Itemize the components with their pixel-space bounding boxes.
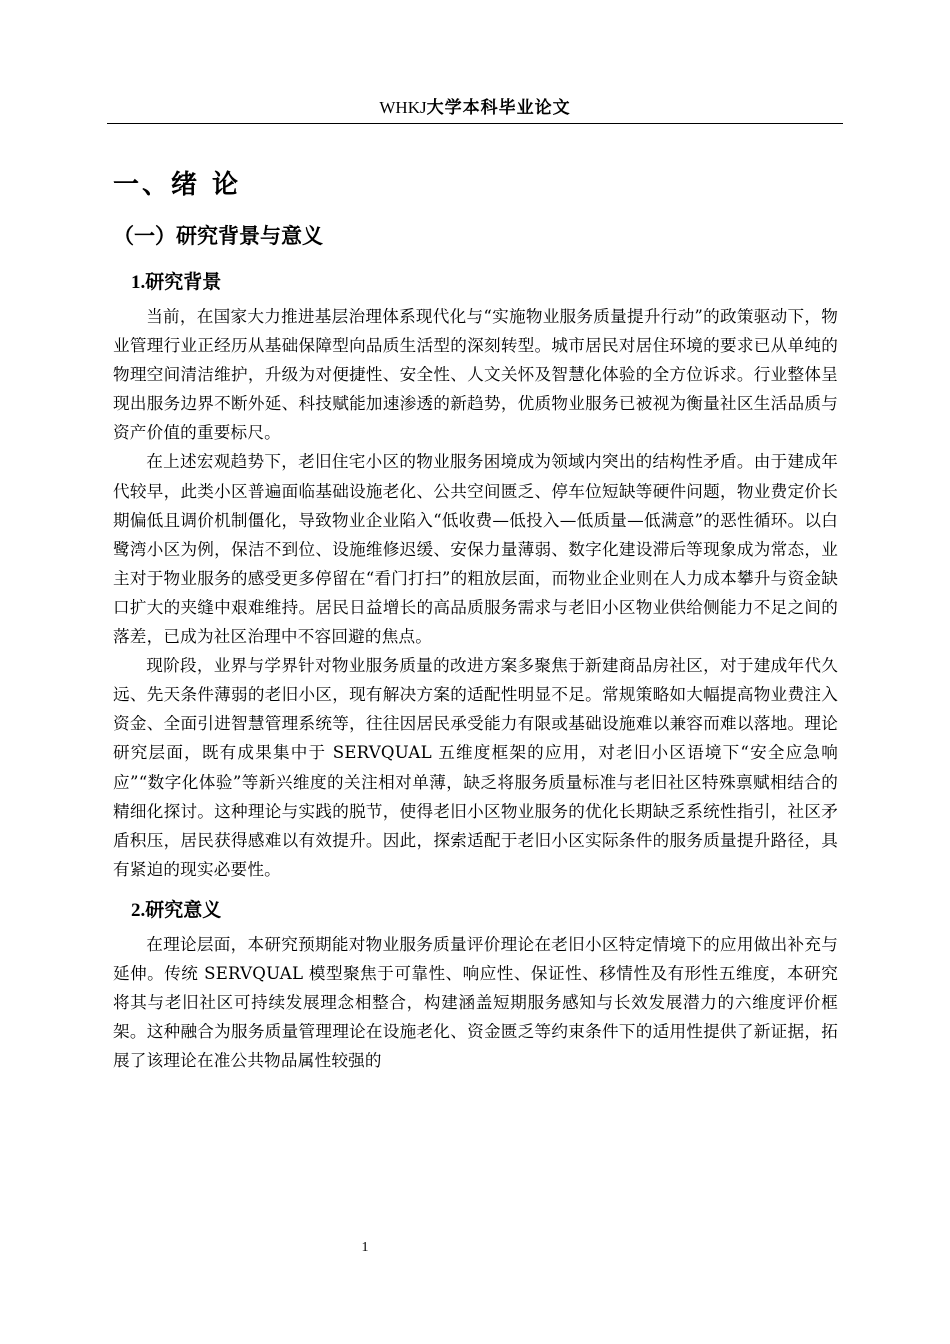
page-body: [113, 160, 838, 1075]
subsection-number: 2.: [131, 899, 146, 921]
subsection-number: 1.: [131, 272, 146, 293]
subsection-heading-significance: [131, 890, 838, 930]
section-title: （一）研究背景与意义: [113, 224, 323, 248]
subsection-title: 研究意义: [145, 898, 222, 921]
chapter-title: 一、绪 论: [113, 170, 242, 200]
page-number: 1: [361, 1240, 369, 1255]
body-paragraph: 现阶段，业界与学界针对物业服务质量的改进方案多聚焦于新建商品房社区，对于建成年代久远、先天条件薄弱的老旧小区，现有解决方案的适配性明显不足。常规策略如大幅提高物业费注入资金、全面引进智慧管理系统等，往往因居民承受能力有限或基础设施难以兼容而难以落地。理论研究层面，既有成果集中于 SERVQUAL 五维度框架的应用，对老旧小区语境下“安全应急响应”“数字化体验”等新兴维度的关注相对单薄，缺乏将服务质量标准与老旧社区特殊禀赋相结合的精细化探讨。这种理论与实践的脱节，使得老旧小区物业服务的优化长期缺乏系统性指引，社区矛盾积压，居民获得感难以有效提升。因此，探索适配于老旧小区实际条件的服务质量提升路径，具有紧迫的现实必要性。: [113, 656, 838, 879]
running-header: [107, 96, 843, 120]
header-code: WHKJ: [379, 98, 427, 117]
subsection-title: 研究背景: [145, 271, 222, 293]
subsection-heading-background: [131, 262, 838, 302]
body-paragraph: 当前，在国家大力推进基层治理体系现代化与“实施物业服务质量提升行动”的政策驱动下，物业管理行业正经历从基础保障型向品质生活型的深刻转型。城市居民对居住环境的要求已从单纯的物理空间清洁维护，升级为对便捷性、安全性、人文关怀及智慧化体验的全方位诉求。行业整体呈现出服务边界不断外延、科技赋能加速渗透的新趋势，优质物业服务已被视为衡量社区生活品质与资产价值的重要标尺。: [113, 307, 838, 443]
header-title: 大学本科毕业论文: [426, 98, 571, 118]
header-divider: [107, 123, 843, 124]
body-paragraph: 在上述宏观趋势下，老旧住宅小区的物业服务困境成为领域内突出的结构性矛盾。由于建成年代较早，此类小区普遍面临基础设施老化、公共空间匮乏、停车位短缺等硬件问题，物业费定价长期偏低且调价机制僵化，导致物业企业陷入“低收费—低投入—低质量—低满意”的恶性循环。以白鹭湾小区为例，保洁不到位、设施维修迟缓、安保力量薄弱、数字化建设滞后等现象成为常态，业主对于物业服务的感受更多停留在“看门打扫”的粗放层面，而物业企业则在人力成本攀升与资金缺口扩大的夹缝中艰难维持。居民日益增长的高品质服务需求与老旧小区物业供给侧能力不足之间的落差，已成为社区治理中不容回避的焦点。: [113, 452, 838, 647]
body-paragraph: 在理论层面，本研究预期能对物业服务质量评价理论在老旧小区特定情境下的应用做出补充与延伸。传统 SERVQUAL 模型聚焦于可靠性、响应性、保证性、移情性及有形性五维度，本研究将其与老旧社区可持续发展理念相整合，构建涵盖短期服务感知与长效发展潜力的六维度评价框架。这种融合为服务质量管理理论在设施老化、资金匮乏等约束条件下的适用性提供了新证据，拓展了该理论在准公共物品属性较强的: [113, 934, 838, 1071]
